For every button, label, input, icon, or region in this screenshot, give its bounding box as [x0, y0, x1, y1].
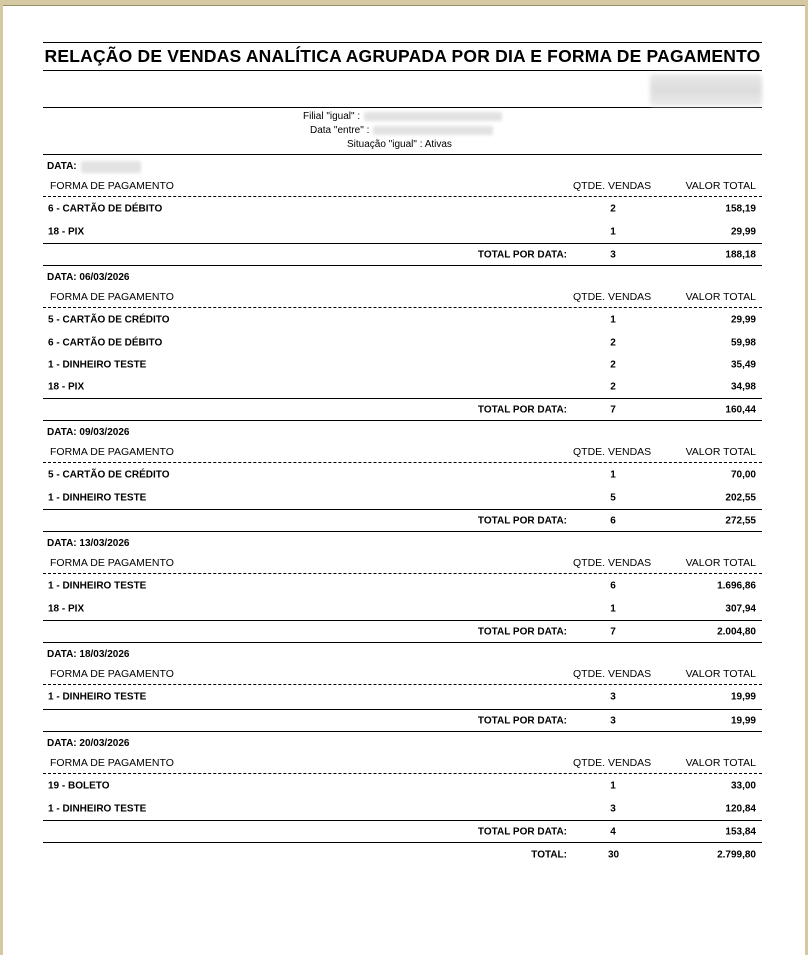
group-total-row — [43, 820, 762, 843]
col-header-valor: VALOR TOTAL — [685, 446, 756, 458]
column-headers — [43, 176, 762, 197]
group-date-label: DATA: 18/03/2026 — [47, 649, 130, 660]
filter-filial: Filial "igual" : — [303, 111, 502, 122]
filter-data: Data "entre" : — [310, 125, 493, 136]
table-row — [43, 574, 762, 598]
group-date — [43, 732, 762, 753]
group-total-qtde: 7 — [610, 626, 616, 637]
table-row — [43, 376, 762, 398]
col-header-qtde: QTDE. VENDAS — [573, 291, 652, 303]
redacted-date — [81, 161, 141, 173]
group-total-qtde: 3 — [610, 249, 616, 260]
group-total-label: TOTAL POR DATA: — [477, 626, 567, 637]
col-header-valor: VALOR TOTAL — [685, 291, 756, 303]
group-total-label: TOTAL POR DATA: — [477, 715, 567, 726]
row-qtde: 1 — [610, 780, 616, 792]
group-total-label: TOTAL POR DATA: — [477, 515, 567, 526]
group-total-label: TOTAL POR DATA: — [477, 249, 567, 260]
report-groups — [43, 155, 762, 843]
row-qtde: 1 — [610, 314, 616, 326]
report-page — [43, 42, 762, 867]
col-header-valor: VALOR TOTAL — [685, 757, 756, 769]
row-forma: 6 - CARTÃO DE DÉBITO — [48, 337, 163, 349]
group-total-valor: 160,44 — [725, 404, 756, 415]
group-total-valor: 272,55 — [725, 515, 756, 526]
row-forma: 18 - PIX — [48, 381, 85, 393]
group-total-row — [43, 620, 762, 643]
row-valor: 202,55 — [725, 492, 756, 504]
col-header-forma: FORMA DE PAGAMENTO — [50, 180, 174, 192]
row-valor: 29,99 — [730, 226, 756, 238]
table-row — [43, 463, 762, 487]
row-qtde: 3 — [610, 803, 616, 815]
row-forma: 1 - DINHEIRO TESTE — [48, 359, 147, 371]
row-qtde: 2 — [610, 381, 616, 393]
date-group — [43, 266, 762, 421]
report-title: RELAÇÃO DE VENDAS ANALÍTICA AGRUPADA POR DIA E FORMA DE PAGAMENTO — [44, 46, 761, 66]
group-date-label: DATA: 13/03/2026 — [47, 538, 130, 549]
group-total-qtde: 3 — [610, 715, 616, 726]
col-header-forma: FORMA DE PAGAMENTO — [50, 757, 174, 769]
group-total-row — [43, 709, 762, 732]
group-total-row — [43, 509, 762, 532]
group-total-valor: 153,84 — [725, 826, 756, 837]
row-forma: 18 - PIX — [48, 603, 85, 615]
group-total-valor: 188,18 — [725, 249, 756, 260]
row-valor: 29,99 — [730, 314, 756, 326]
table-row — [43, 354, 762, 376]
row-qtde: 6 — [610, 580, 616, 592]
col-header-forma: FORMA DE PAGAMENTO — [50, 557, 174, 569]
group-date-label: DATA: — [47, 161, 77, 172]
grand-total-qtde: 30 — [608, 849, 620, 861]
row-forma: 19 - BOLETO — [48, 780, 110, 792]
group-date-label: DATA: 06/03/2026 — [47, 272, 130, 283]
group-date — [43, 532, 762, 553]
row-forma: 1 - DINHEIRO TESTE — [48, 803, 147, 815]
table-row — [43, 221, 762, 243]
row-valor: 35,49 — [730, 359, 756, 371]
report-filters — [43, 108, 762, 155]
redacted-data-range — [373, 126, 493, 135]
table-row — [43, 487, 762, 509]
row-qtde: 1 — [610, 603, 616, 615]
table-row — [43, 332, 762, 354]
row-qtde: 1 — [610, 226, 616, 238]
row-forma: 5 - CARTÃO DE CRÉDITO — [48, 314, 170, 326]
col-header-forma: FORMA DE PAGAMENTO — [50, 446, 174, 458]
col-header-qtde: QTDE. VENDAS — [573, 668, 652, 680]
group-total-label: TOTAL POR DATA: — [477, 826, 567, 837]
col-header-qtde: QTDE. VENDAS — [573, 446, 652, 458]
column-headers — [43, 753, 762, 774]
row-valor: 70,00 — [730, 469, 756, 481]
col-header-qtde: QTDE. VENDAS — [573, 180, 652, 192]
table-row — [43, 308, 762, 332]
row-valor: 1.696,86 — [717, 580, 756, 592]
column-headers — [43, 664, 762, 685]
row-valor: 158,19 — [725, 203, 756, 215]
col-header-forma: FORMA DE PAGAMENTO — [50, 291, 174, 303]
filter-situacao: Situação "igual" : Ativas — [347, 139, 452, 150]
group-total-row — [43, 243, 762, 266]
row-valor: 33,00 — [730, 780, 756, 792]
date-group — [43, 732, 762, 843]
column-headers — [43, 287, 762, 308]
row-qtde: 2 — [610, 203, 616, 215]
group-total-qtde: 4 — [610, 826, 616, 837]
date-group — [43, 532, 762, 643]
group-date — [43, 421, 762, 442]
date-group — [43, 155, 762, 266]
group-total-row — [43, 398, 762, 421]
col-header-valor: VALOR TOTAL — [685, 557, 756, 569]
row-valor: 120,84 — [725, 803, 756, 815]
grand-total-row — [43, 843, 762, 867]
row-forma: 1 - DINHEIRO TESTE — [48, 691, 147, 703]
col-header-qtde: QTDE. VENDAS — [573, 757, 652, 769]
group-date-label: DATA: 09/03/2026 — [47, 427, 130, 438]
group-total-valor: 19,99 — [730, 715, 756, 726]
company-info — [43, 71, 762, 108]
date-group — [43, 643, 762, 732]
grand-total-label: TOTAL: — [531, 849, 567, 861]
row-forma: 18 - PIX — [48, 226, 85, 238]
col-header-forma: FORMA DE PAGAMENTO — [50, 668, 174, 680]
group-total-qtde: 7 — [610, 404, 616, 415]
column-headers — [43, 442, 762, 463]
table-row — [43, 598, 762, 620]
row-valor: 59,98 — [730, 337, 756, 349]
redacted-company-block — [650, 74, 762, 106]
row-forma: 1 - DINHEIRO TESTE — [48, 492, 147, 504]
group-date — [43, 266, 762, 287]
table-row — [43, 685, 762, 709]
col-header-qtde: QTDE. VENDAS — [573, 557, 652, 569]
row-valor: 307,94 — [725, 603, 756, 615]
group-date-label: DATA: 20/03/2026 — [47, 738, 130, 749]
col-header-valor: VALOR TOTAL — [685, 180, 756, 192]
row-forma: 5 - CARTÃO DE CRÉDITO — [48, 469, 170, 481]
group-total-label: TOTAL POR DATA: — [477, 404, 567, 415]
date-group — [43, 421, 762, 532]
row-qtde: 5 — [610, 492, 616, 504]
group-date — [43, 155, 762, 176]
grand-total-valor: 2.799,80 — [717, 849, 756, 861]
report-header — [43, 42, 762, 71]
group-date — [43, 643, 762, 664]
table-row — [43, 774, 762, 798]
row-valor: 19,99 — [730, 691, 756, 703]
table-row — [43, 197, 762, 221]
row-forma: 6 - CARTÃO DE DÉBITO — [48, 203, 163, 215]
col-header-valor: VALOR TOTAL — [685, 668, 756, 680]
row-qtde: 1 — [610, 469, 616, 481]
table-row — [43, 798, 762, 820]
row-qtde: 2 — [610, 359, 616, 371]
group-total-valor: 2.004,80 — [717, 626, 756, 637]
row-qtde: 2 — [610, 337, 616, 349]
row-valor: 34,98 — [730, 381, 756, 393]
redacted-filial — [364, 112, 502, 121]
group-total-qtde: 6 — [610, 515, 616, 526]
row-qtde: 3 — [610, 691, 616, 703]
column-headers — [43, 553, 762, 574]
row-forma: 1 - DINHEIRO TESTE — [48, 580, 147, 592]
